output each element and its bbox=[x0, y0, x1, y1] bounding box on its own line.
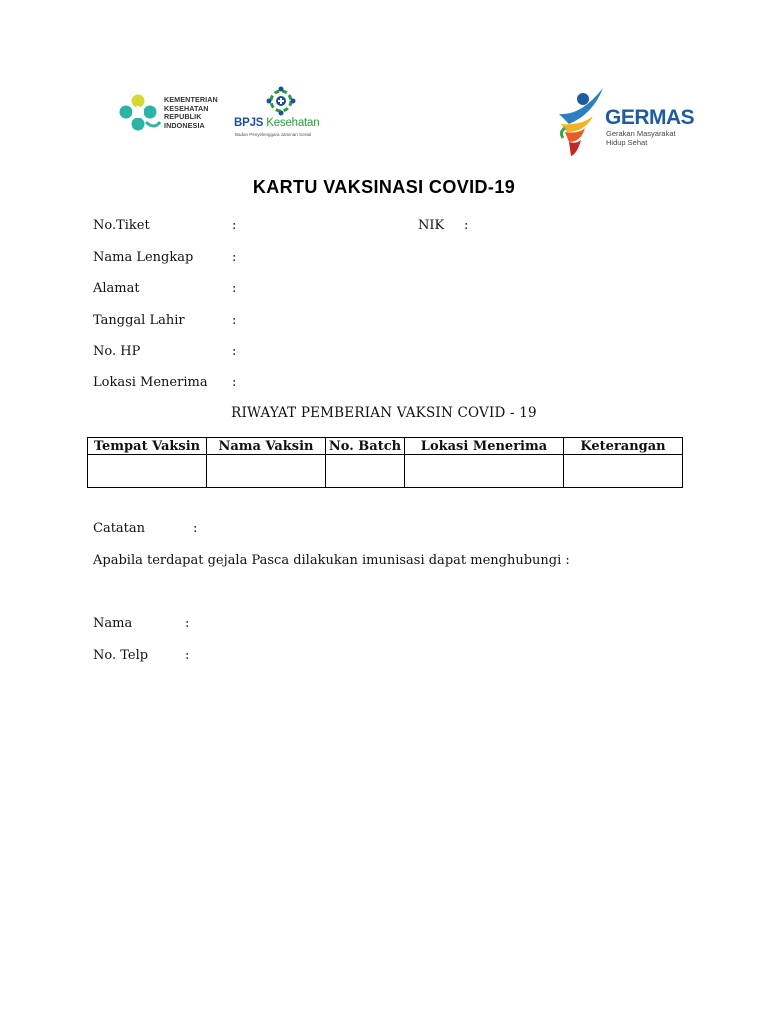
bpjs-logo bbox=[234, 86, 334, 142]
field-receive-location bbox=[93, 375, 237, 390]
column-header: Keterangan bbox=[564, 438, 683, 455]
field-full-name bbox=[93, 250, 237, 265]
field-label: Catatan bbox=[93, 521, 146, 536]
field-colon: : bbox=[185, 616, 190, 631]
field-colon: : bbox=[232, 250, 237, 265]
field-label: No.Tiket bbox=[93, 218, 150, 233]
field-ticket bbox=[93, 218, 237, 233]
field-birth-date bbox=[93, 313, 237, 328]
field-colon: : bbox=[232, 375, 237, 390]
field-label: NIK bbox=[418, 218, 445, 233]
field-label: Alamat bbox=[93, 281, 140, 296]
vaccine-history-table bbox=[87, 437, 683, 488]
germas-subtitle: Gerakan Masyarakat Hidup Sehat bbox=[606, 129, 676, 147]
field-label: No. Telp bbox=[93, 648, 149, 663]
history-heading: RIWAYAT PEMBERIAN VAKSIN COVID - 19 bbox=[231, 405, 537, 421]
field-colon: : bbox=[193, 521, 198, 536]
bpjs-icon bbox=[260, 86, 302, 116]
table-cell bbox=[564, 455, 683, 488]
field-label: Lokasi Menerima bbox=[93, 375, 208, 390]
germas-logo bbox=[555, 86, 695, 158]
field-nik bbox=[418, 218, 469, 233]
kemenkes-logo bbox=[116, 92, 236, 142]
document-title: KARTU VAKSINASI COVID-19 bbox=[252, 177, 516, 197]
table-cell bbox=[326, 455, 405, 488]
field-colon: : bbox=[232, 313, 237, 328]
field-label: Nama Lengkap bbox=[93, 250, 194, 265]
field-label: Nama bbox=[93, 616, 133, 631]
field-phone bbox=[93, 344, 237, 359]
field-colon: : bbox=[185, 648, 190, 663]
germas-wordmark: GERMAS bbox=[605, 106, 695, 129]
column-header: Tempat Vaksin bbox=[88, 438, 207, 455]
field-notes bbox=[93, 521, 198, 536]
table-cell bbox=[88, 455, 207, 488]
column-header: No. Batch bbox=[326, 438, 405, 455]
kemenkes-wordmark: KEMENTERIAN KESEHATAN REPUBLIK INDONESIA bbox=[164, 95, 218, 130]
field-label: No. HP bbox=[93, 344, 141, 359]
field-contact-name bbox=[93, 616, 190, 631]
germas-icon bbox=[555, 86, 609, 158]
kemenkes-icon bbox=[116, 92, 162, 140]
table-cell bbox=[207, 455, 326, 488]
table-header-row bbox=[88, 438, 683, 455]
contact-instruction: Apabila terdapat gejala Pasca dilakukan imunisasi dapat menghubungi : bbox=[93, 553, 570, 568]
field-colon: : bbox=[232, 218, 237, 233]
field-colon: : bbox=[232, 281, 237, 296]
bpjs-subtitle: Badan Penyelenggara Jaminan Sosial bbox=[235, 132, 312, 137]
bpjs-wordmark: BPJS Kesehatan bbox=[234, 117, 320, 129]
field-label: Tanggal Lahir bbox=[93, 313, 185, 328]
table-row bbox=[88, 455, 683, 488]
table-cell bbox=[405, 455, 564, 488]
field-address bbox=[93, 281, 237, 296]
field-colon: : bbox=[464, 218, 469, 233]
field-contact-phone bbox=[93, 648, 190, 663]
column-header: Lokasi Menerima bbox=[405, 438, 564, 455]
field-colon: : bbox=[232, 344, 237, 359]
column-header: Nama Vaksin bbox=[207, 438, 326, 455]
